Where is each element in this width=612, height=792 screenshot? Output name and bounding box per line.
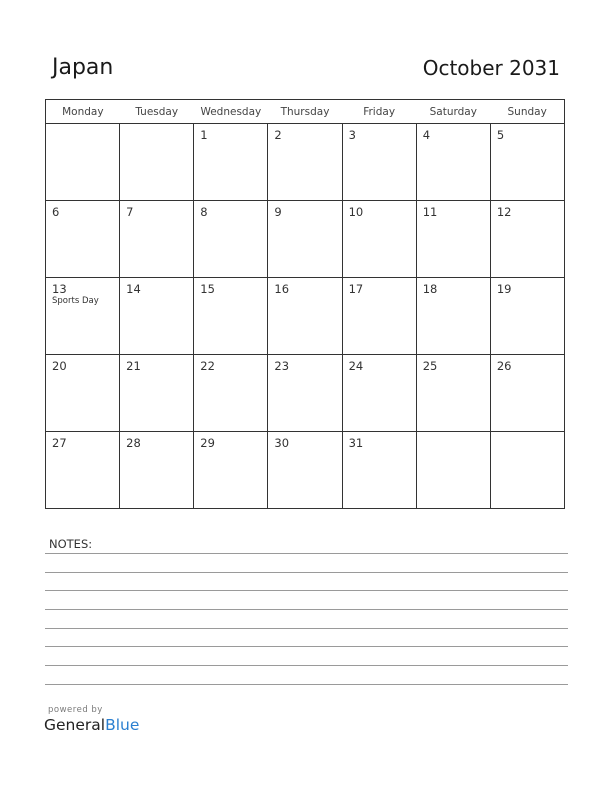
weekday-header: Friday	[342, 100, 416, 124]
day-number: 7	[126, 205, 134, 219]
week-row	[46, 201, 565, 278]
day-number: 13	[52, 282, 67, 296]
week-row	[46, 432, 565, 509]
empty-day-cell	[490, 432, 564, 509]
day-number: 26	[496, 359, 512, 373]
day-cell	[120, 355, 194, 432]
day-number: 20	[52, 359, 67, 373]
day-cell	[342, 278, 416, 355]
day-cell	[268, 201, 342, 278]
brand-name	[44, 716, 139, 734]
weekday-header: Sunday	[490, 100, 564, 124]
week-row	[46, 355, 565, 432]
calendar-table	[45, 99, 565, 509]
day-cell	[120, 201, 194, 278]
day-number: 12	[496, 205, 512, 219]
week-row	[46, 278, 565, 355]
empty-day-cell	[46, 124, 120, 201]
day-number: 14	[126, 282, 141, 296]
weekday-header: Monday	[46, 100, 120, 124]
day-cell	[268, 278, 342, 355]
day-number: 3	[348, 128, 356, 142]
day-number: 25	[422, 359, 438, 373]
day-cell	[46, 201, 120, 278]
notes-line	[45, 665, 568, 666]
weekday-header: Tuesday	[120, 100, 194, 124]
generalblue-logo	[44, 705, 139, 734]
day-number: 9	[274, 205, 282, 219]
day-number: 23	[274, 359, 290, 373]
day-cell	[46, 432, 120, 509]
day-number: 28	[126, 436, 141, 450]
day-cell	[416, 278, 490, 355]
day-cell	[194, 124, 268, 201]
day-cell	[46, 355, 120, 432]
day-cell	[46, 278, 120, 355]
day-cell	[416, 124, 490, 201]
day-number: 2	[274, 128, 282, 142]
day-number: 30	[274, 436, 290, 450]
weekday-header: Saturday	[416, 100, 490, 124]
notes-line	[45, 628, 568, 629]
notes-line	[45, 572, 568, 573]
day-cell	[120, 278, 194, 355]
day-number: 27	[52, 436, 67, 450]
brand-name-blue: Blue	[105, 716, 140, 734]
day-number: 19	[496, 282, 512, 296]
day-number: 1	[200, 128, 208, 142]
day-cell	[342, 355, 416, 432]
day-number: 21	[126, 359, 141, 373]
day-number: 17	[348, 282, 364, 296]
powered-by-text: powered by	[48, 705, 103, 715]
day-number: 24	[348, 359, 364, 373]
weekday-header: Thursday	[268, 100, 342, 124]
notes-line	[45, 609, 568, 610]
day-cell	[490, 278, 564, 355]
day-number: 5	[496, 128, 505, 142]
notes-line	[45, 590, 568, 591]
day-number: 10	[348, 205, 364, 219]
day-cell	[490, 201, 564, 278]
empty-day-cell	[120, 124, 194, 201]
day-cell	[120, 432, 194, 509]
week-row	[46, 124, 565, 201]
day-cell	[268, 355, 342, 432]
month-year-title: October 2031	[422, 56, 560, 80]
day-cell	[490, 355, 564, 432]
weekday-header: Wednesday	[194, 100, 268, 124]
day-cell	[342, 432, 416, 509]
weekday-header-row	[46, 100, 565, 124]
day-cell	[194, 278, 268, 355]
notes-label: NOTES:	[49, 537, 93, 551]
country-title: Japan	[52, 55, 114, 80]
day-cell	[342, 201, 416, 278]
day-cell	[194, 355, 268, 432]
brand-name-general: General	[44, 716, 106, 734]
holiday-label: Sports Day	[52, 296, 99, 306]
day-cell	[416, 355, 490, 432]
day-cell	[268, 432, 342, 509]
day-number: 22	[200, 359, 215, 373]
day-number: 15	[200, 282, 215, 296]
day-cell	[490, 124, 564, 201]
day-number: 6	[52, 205, 60, 219]
day-number: 31	[348, 436, 364, 450]
day-cell	[416, 201, 490, 278]
day-cell	[342, 124, 416, 201]
day-cell	[194, 432, 268, 509]
day-number: 29	[200, 436, 215, 450]
day-number: 8	[200, 205, 208, 219]
notes-line	[45, 646, 568, 647]
day-cell	[194, 201, 268, 278]
day-number: 18	[422, 282, 438, 296]
day-number: 4	[422, 128, 431, 142]
notes-line	[45, 684, 568, 685]
day-cell	[268, 124, 342, 201]
day-number: 11	[422, 205, 438, 219]
empty-day-cell	[416, 432, 490, 509]
day-number: 16	[274, 282, 290, 296]
notes-line	[45, 553, 568, 554]
calendar-grid	[45, 99, 565, 512]
